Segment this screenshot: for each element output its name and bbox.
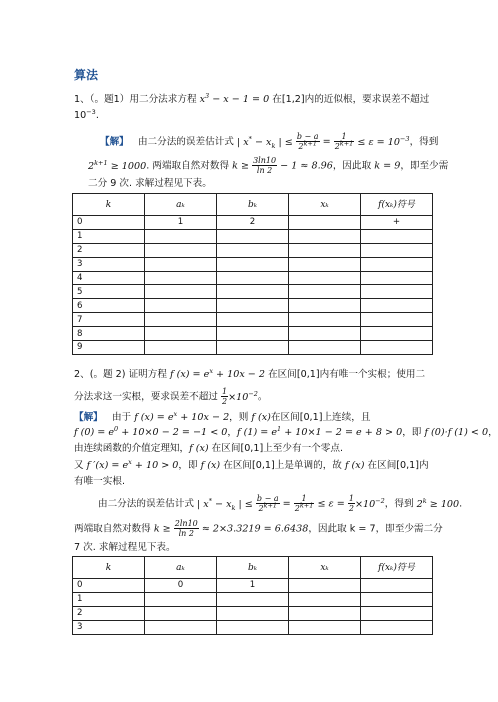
problem2-line4: f $(0) = e^0 + 10\times 0 - 2 = -1 < 0$，f $(1) = e^1 + 10\times 1 - 2 = e + 8 > 0$，即 f (0)·f (1) < 0， <box>74 424 498 438</box>
table-row <box>73 299 433 313</box>
table-cell <box>217 229 289 243</box>
table-cell <box>361 271 433 285</box>
table-cell <box>145 606 217 620</box>
table-cell: 8 <box>73 327 145 341</box>
table-cell <box>217 243 289 257</box>
table-cell <box>217 341 289 355</box>
problem2-line10: 7 次. 求解过程见下表。 <box>74 542 176 553</box>
table-cell: + <box>361 216 433 230</box>
table-row <box>73 257 433 271</box>
problem2-line6: 又 f $'(x) = e^x + 10 > 0$，即 f (x) 在区间[0,1]上是单调的，故 f (x) 在区间[0,1]内 <box>74 457 429 471</box>
table-cell <box>289 285 361 299</box>
problem2-line8: 由二分法的误差估计式 | $x^* - x_k$ | ≤ $\frac{b - a}{2^{k+1}}$ = $\frac{1}{2^{k+1}}$ ≤ ε = $\frac{1}{2}$ $\times 10^{-2}$，得到 $2^k \ge 100$. <box>98 494 463 513</box>
sol-line2e: k = 9 <box>374 160 401 172</box>
problem1-solution-line2: $2^{k+1} \ge 1000$. 两端取自然对数得 k ≥ $\frac{3\ln 10}{\ln 2}$ − 1 ≈ 8.96，因此取 k = 9，即至少需 <box>88 156 449 175</box>
table-cell: 0 <box>145 579 217 593</box>
table-header-cell: f(xₖ)符号 <box>361 194 433 216</box>
table-row <box>73 229 433 243</box>
table-cell: 2 <box>73 606 145 620</box>
p2-l8a: 由二分法的误差估计式 <box>98 498 194 510</box>
table-cell <box>289 620 361 634</box>
table-cell <box>361 327 433 341</box>
table-cell: 0 <box>73 216 145 230</box>
table-cell <box>361 257 433 271</box>
table-cell: 7 <box>73 313 145 327</box>
table-cell <box>145 257 217 271</box>
problem1-solution-line3: 二分 9 次. 求解过程见下表。 <box>88 178 212 189</box>
table-cell: 1 <box>145 216 217 230</box>
table-row <box>73 620 433 634</box>
table-cell: 3 <box>73 257 145 271</box>
table-cell: 4 <box>73 271 145 285</box>
table-cell <box>145 341 217 355</box>
table-cell <box>217 271 289 285</box>
table-row <box>73 592 433 606</box>
table-row <box>73 271 433 285</box>
table-cell <box>361 579 433 593</box>
table-row <box>73 285 433 299</box>
table-row <box>73 243 433 257</box>
table-cell: 2 <box>73 243 145 257</box>
problem2-line5: 由连续函数的介值定理知，f (x) 在区间[0,1]上至少有一个零点. <box>74 443 343 454</box>
solution-label: 【解】 <box>74 412 103 423</box>
problem2-line9: 两端取自然对数得 k ≥ $\frac{2\ln 10}{\ln 2}$ ≈ 2×3.3219 = 6.6438，因此取 k = 7，即至少需二分 <box>74 519 443 538</box>
problem2-statement: 2、(。题 2) 证明方程 f $(x) = e^x + 10x - 2$ 在区间[0,1]内有唯一个实根；使用二 <box>74 366 426 380</box>
table-cell <box>361 243 433 257</box>
table-cell <box>289 592 361 606</box>
sol-line2f: ，即至少需 <box>400 160 449 172</box>
table-cell <box>217 285 289 299</box>
table-cell <box>289 313 361 327</box>
table-cell: 5 <box>73 285 145 299</box>
problem2-solution-line3: 【解】 由于 f $(x) = e^x + 10x - 2$，则 f (x)在区间[0,1]上连续，且 <box>74 409 371 423</box>
table-header-cell: xₖ <box>289 194 361 216</box>
problem2-line2-text: 分法求这一实根，要求误差不超过 <box>74 391 218 403</box>
table-cell <box>289 257 361 271</box>
table-row <box>73 341 433 355</box>
table-cell: 9 <box>73 341 145 355</box>
table-cell <box>289 606 361 620</box>
table-header-cell: k <box>73 194 145 216</box>
table-cell <box>217 299 289 313</box>
table-cell <box>145 327 217 341</box>
table-cell <box>145 271 217 285</box>
table-cell <box>217 620 289 634</box>
table-cell <box>361 313 433 327</box>
p2-l9c: ，因此取 k = 7，即至少需二分 <box>308 523 443 535</box>
p2-l3e: 在区间[0,1]上连续，且 <box>270 412 371 423</box>
table-cell <box>145 299 217 313</box>
document-title: 算法 <box>74 68 99 82</box>
table-cell <box>217 257 289 271</box>
p2-l3c: ，则 <box>229 412 249 423</box>
table-header-row <box>73 557 433 579</box>
table-cell <box>289 579 361 593</box>
solution-label: 【解】 <box>100 136 129 148</box>
table-cell <box>145 313 217 327</box>
table-cell <box>145 285 217 299</box>
problem2-line2: 分法求这一实根，要求误差不超过 $\frac{1}{2}$ $\times 10^{-2}$。 <box>74 387 268 406</box>
table-cell <box>145 592 217 606</box>
table-cell <box>361 229 433 243</box>
table-cell <box>217 592 289 606</box>
problem1-mid: 在[1,2]内的近似根，要求误差不超过 <box>272 94 430 105</box>
p2-l3a: 由于 <box>111 412 132 423</box>
problem1-tolerance: $10^{-3}$. <box>74 107 99 121</box>
table-cell <box>361 341 433 355</box>
table-cell: 3 <box>73 620 145 634</box>
table-header-cell: bₖ <box>217 557 289 579</box>
problem2-line1-tail: 在区间[0,1]内有唯一个实根；使用二 <box>268 369 426 380</box>
table-header-cell: aₖ <box>145 557 217 579</box>
table-cell: 6 <box>73 299 145 313</box>
table-cell: 1 <box>73 592 145 606</box>
sol-text-end: ，得到 <box>409 136 439 148</box>
table-row <box>73 579 433 593</box>
table-cell: 1 <box>217 579 289 593</box>
table-cell <box>289 216 361 230</box>
table-cell <box>145 620 217 634</box>
table-cell <box>361 592 433 606</box>
table-cell <box>361 606 433 620</box>
table-header-cell: bₖ <box>217 194 289 216</box>
table-cell: 0 <box>73 579 145 593</box>
problem1-header: 1、（。题1）用二分法求方程 <box>74 94 197 105</box>
table-header-cell: aₖ <box>145 194 217 216</box>
table-row <box>73 327 433 341</box>
table-row <box>73 216 433 230</box>
table-cell <box>217 313 289 327</box>
table-cell <box>361 620 433 634</box>
table-cell <box>145 243 217 257</box>
table-cell <box>289 341 361 355</box>
table-header-cell: k <box>73 557 145 579</box>
table-cell <box>289 271 361 285</box>
table-cell <box>361 299 433 313</box>
table-cell <box>289 327 361 341</box>
problem2-table <box>72 556 433 635</box>
problem1-statement: 1、（。题1）用二分法求方程 $x^3 - x - 1 = 0$ 在[1,2]内的近似根，要求误差不超过 <box>74 91 430 105</box>
table-cell <box>145 229 217 243</box>
table-cell: 2 <box>217 216 289 230</box>
table-cell <box>217 327 289 341</box>
problem2-line7: 有唯一实根. <box>74 476 126 487</box>
table-header-cell: xₖ <box>289 557 361 579</box>
problem2-line2-end: 。 <box>257 391 268 403</box>
table-header-row <box>73 194 433 216</box>
sol-text: 由二分法的误差估计式 <box>137 136 234 148</box>
sol-line2d: ，因此取 <box>332 160 372 172</box>
table-row <box>73 313 433 327</box>
problem1-solution-line1: 【解】 由二分法的误差估计式 | $x^* - x_k$ | ≤ $\frac{b - a}{2^{k+1}}$ = $\frac{1}{2^{k+1}}$ ≤ $\varepsilon = 10^{-3}$，得到 <box>100 132 439 151</box>
problem2-header: 2、(。题 2) 证明方程 <box>74 369 167 380</box>
table-cell <box>289 229 361 243</box>
table-cell <box>289 299 361 313</box>
table-cell: 1 <box>73 229 145 243</box>
p2-l9a: 两端取自然对数得 <box>74 523 151 535</box>
table-cell <box>361 285 433 299</box>
sol-line2b: . 两端取自然对数得 <box>146 160 230 172</box>
problem1-table <box>72 193 433 355</box>
table-header-cell: f(xₖ)符号 <box>361 557 433 579</box>
table-cell <box>217 606 289 620</box>
table-row <box>73 606 433 620</box>
table-cell <box>289 243 361 257</box>
